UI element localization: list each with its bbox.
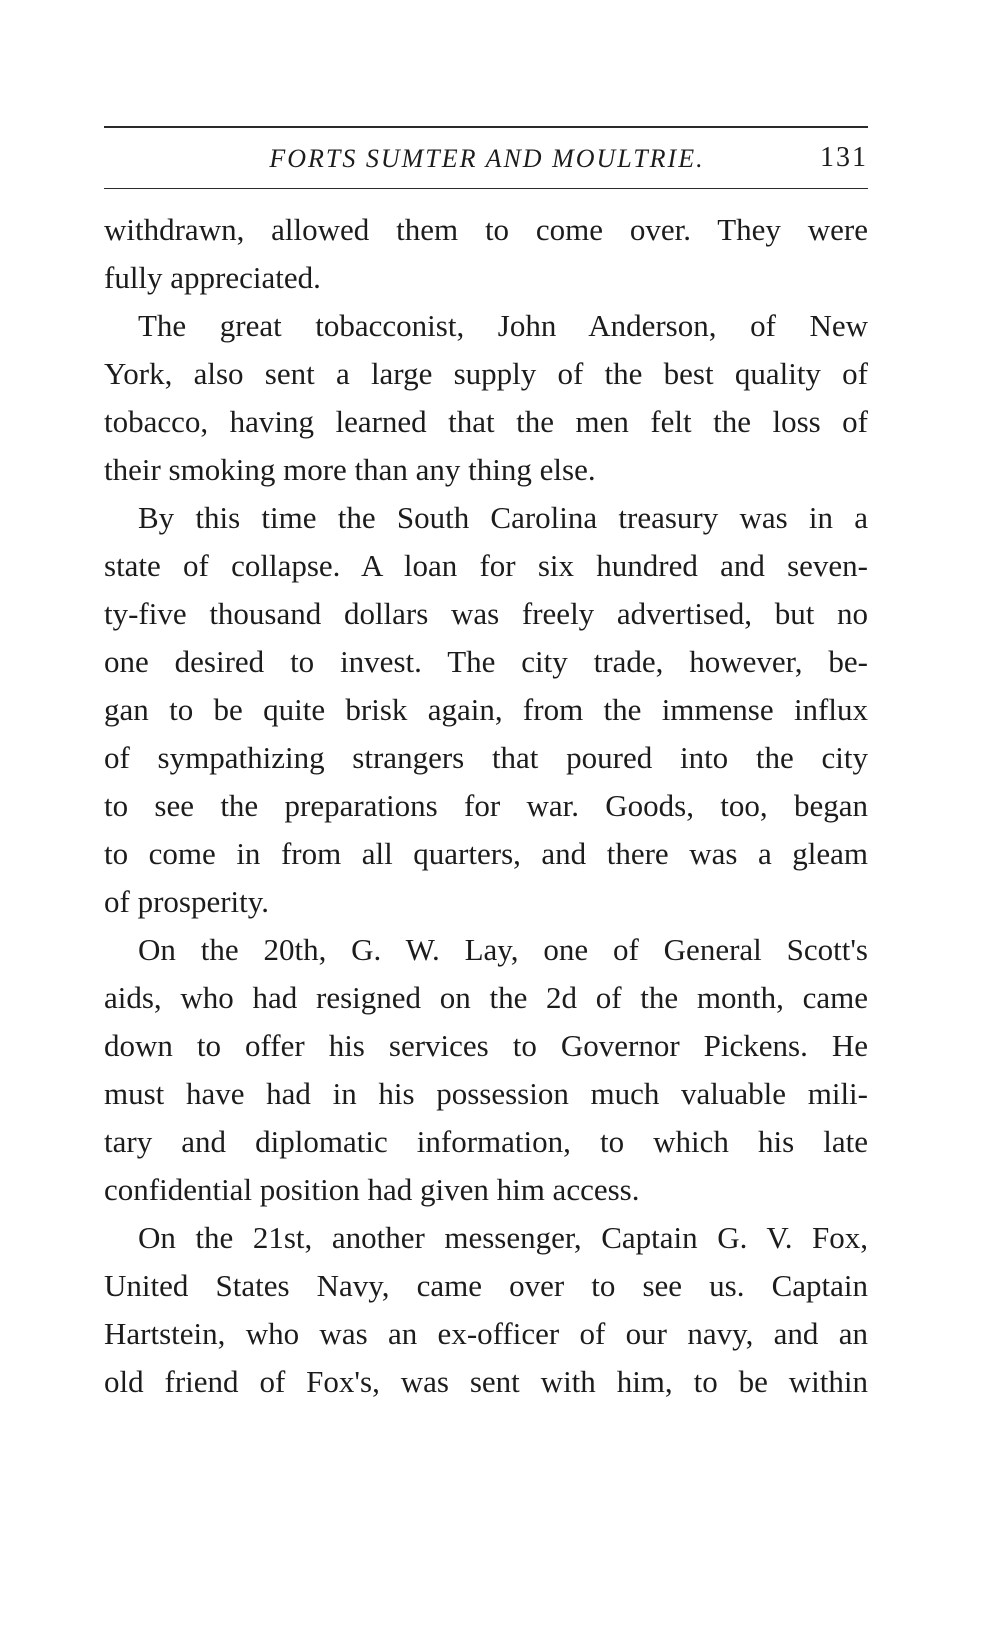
text-line: tobacco, having learned that the men felt the loss of [104,404,868,439]
text-line: one desired to invest. The city trade, however, be- [104,644,868,679]
text-line: tary and diplomatic information, to which his late [104,1124,868,1159]
body-text [104,206,868,1406]
paragraph [104,206,868,302]
text-line: to come in from all quarters, and there was a gleam [104,836,868,871]
text-line: their smoking more than any thing else. [104,452,596,487]
running-title: FORTS SUMTER AND MOULTRIE. [269,144,705,173]
text-line: down to offer his services to Governor Pickens. He [104,1028,868,1063]
text-line: must have had in his possession much valuable mili- [104,1076,868,1111]
paragraph [104,926,868,1214]
text-line: United States Navy, came over to see us. Captain [104,1268,868,1303]
text-line: By this time the South Carolina treasury was in a [138,500,868,535]
text-line: confidential position had given him access. [104,1172,640,1207]
text-line: state of collapse. A loan for six hundred and seven- [104,548,868,583]
text-line: to see the preparations for war. Goods, too, began [104,788,868,823]
text-line: old friend of Fox's, was sent with him, to be within [104,1364,868,1399]
text-line: of sympathizing strangers that poured into the city [104,740,868,775]
paragraph [104,494,868,926]
text-line: of prosperity. [104,884,270,919]
paragraph [104,1214,868,1406]
text-line: aids, who had resigned on the 2d of the month, came [104,980,868,1015]
text-line: withdrawn, allowed them to come over. They were [104,212,868,247]
paragraph [104,302,868,494]
text-line: On the 21st, another messenger, Captain G. V. Fox, [138,1220,868,1255]
text-line: Hartstein, who was an ex-officer of our navy, and an [104,1316,868,1351]
text-line: fully appreciated. [104,260,321,295]
running-head [104,140,868,180]
text-line: gan to be quite brisk again, from the immense influx [104,692,868,727]
header-bottom-rule [104,188,868,189]
text-line: On the 20th, G. W. Lay, one of General Scott's [138,932,868,967]
text-line: York, also sent a large supply of the best quality of [104,356,868,391]
page-number: 131 [820,142,868,173]
header-top-rule [104,126,868,128]
text-line: ty-five thousand dollars was freely advertised, but no [104,596,868,631]
text-line: The great tobacconist, John Anderson, of New [138,308,868,343]
